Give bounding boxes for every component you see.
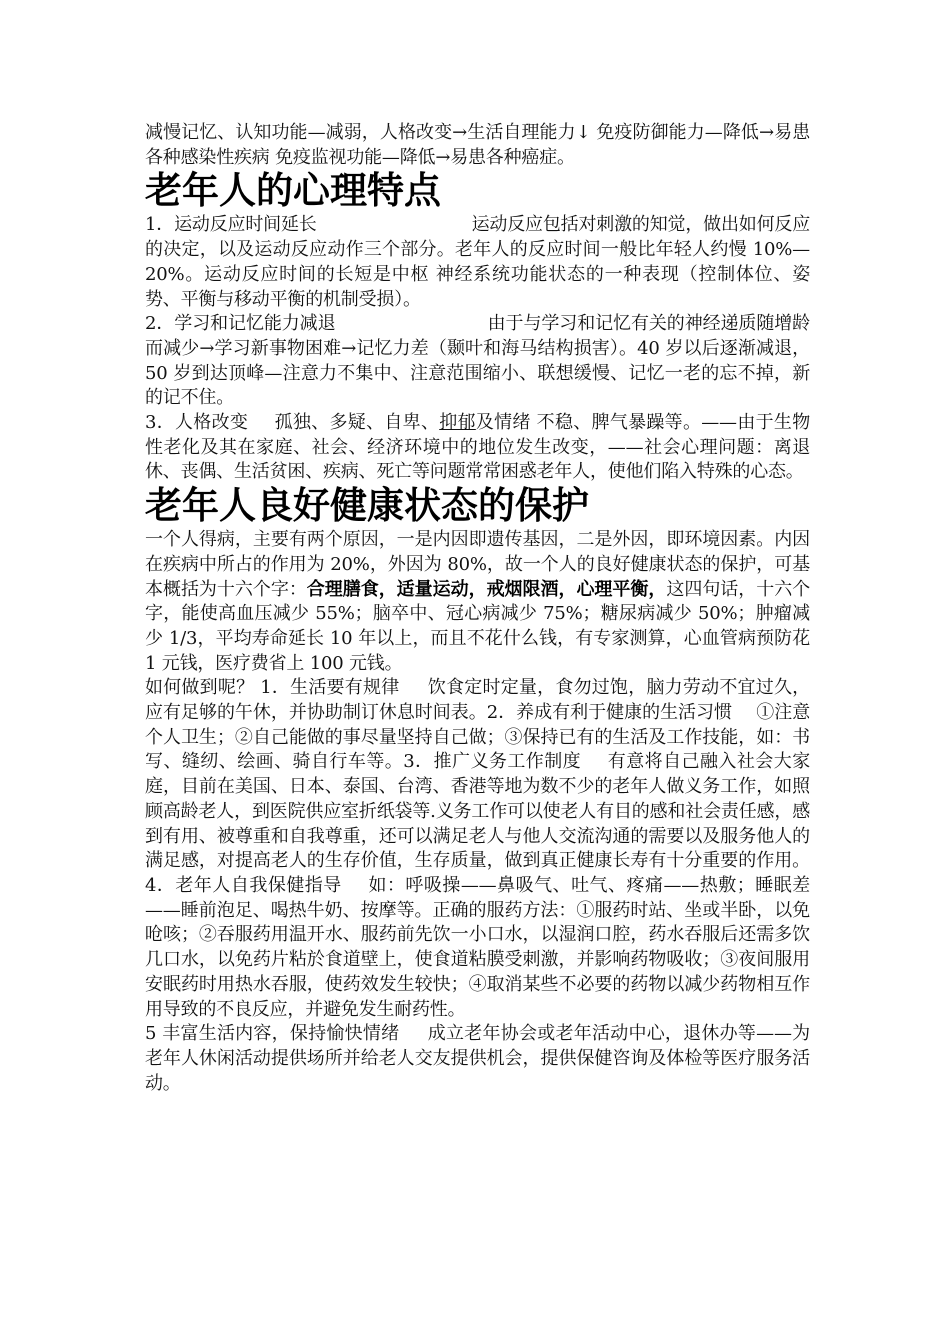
health-paragraph-2-b: 饮食定时定量，食勿过饱，脑力劳动不宜过久，应有足够的午休，并协助制订休息时间表。2．养成有利于健康的生活习惯	[145, 677, 810, 724]
health-paragraph-2-d: 有意将自己融入社会大家庭，目前在美国、日本、泰国、台湾、香港等地为数不少的老年人做义务工作，如照顾高龄老人，到医院供应室折纸袋等.义务工作可以使老人有目的感和社会责任感，感到有用、被尊重和自我尊重，还可以满足老人与他人交流沟通的需要以及服务他人的满足感，对提高老人的生存价值，生存质量，做到真正健康长寿有十分重要的作用。4．老年人自我保健指导	[145, 751, 810, 896]
psych-item-3-title: 3．人格改变	[145, 412, 249, 434]
health-paragraph-2-c: ①注意个人卫生；②自己能做的事尽量坚持自己做；③保持已有的生活及工作技能，如：书写、缝纫、绘画、骑自行车等。3．推广义务工作制度	[145, 702, 810, 773]
psych-item-3-body-a: 孤独、多疑、自卑、	[274, 412, 440, 434]
health-paragraph-3-body: 成立老年协会或老年活动中心，退休办等——为老年人休闲活动提供场所并给老人交友提供机会，提供保健咨询及体检等医疗服务活动。	[145, 1023, 810, 1094]
health-paragraph-3	[145, 1022, 810, 1096]
document-page	[145, 121, 810, 1096]
health-paragraph-2-a: 如何做到呢？ 1．生活要有规律	[145, 677, 400, 699]
intro-paragraph: 减慢记忆、认知功能—减弱，人格改变→生活自理能力↓ 免疫防御能力—降低→易患各种感染性疾病 免疫监视功能—降低→易患各种癌症。	[145, 122, 810, 168]
section-heading-psychology: 老年人的心理特点	[145, 169, 441, 213]
psych-item-1-body: 运动反应包括对刺激的知觉，做出如何反应的决定，以及运动反应动作三个部分。老年人的反应时间一般比年轻人约慢 10%—20%。运动反应时间的长短是中枢 神经系统功能状态的一种表现（控制体位、姿势、平衡与移动平衡的机制受损）。	[145, 214, 811, 310]
psych-item-1	[145, 213, 810, 312]
psych-item-2-body: 由于与学习和记忆有关的神经递质随增龄而减少→学习新事物困难→记忆力差（颞叶和海马结构损害）。40 岁以后逐渐减退，50 岁到达顶峰—注意力不集中、注意范围缩小、联想缓慢、记忆一老的忘不掉，新的记不住。	[145, 313, 810, 409]
health-paragraph-1-a: 一个人得病，主要有两个原因，一是内因即遗传基因，二是外因，即环境因素。内因在疾病中所占的作用为 20%，外因为 80%，故一个人的良好健康状态的保护，可基本概括为十六个字：	[145, 529, 810, 600]
health-sixteen-words: 合理膳食，适量运动，戒烟限酒，心理平衡，	[306, 578, 667, 600]
health-paragraph-1-b: 这四句话，十六个字，能使高血压减少 55%；脑卒中、冠心病减少 75%；糖尿病减少 50%；肿瘤减少 1/3，平均寿命延长 10 年以上，而且不花什么钱，有专家测算，心血管病预防花 1 元钱，医疗费省上 100 元钱。	[145, 578, 811, 674]
health-paragraph-2-e: 如：呼吸操——鼻吸气、吐气、疼痛——热敷；睡眠差——睡前泡足、喝热牛奶、按摩等。正确的服药方法：①服药时站、坐或半卧，以免呛咳；②吞服药用温开水、服药前先饮一小口水，以湿润口腔，药水吞服后还需多饮几口水，以免药片粘於食道壁上，使食道粘膜受刺激，并影响药物吸收；③夜间服用安眠药时用热水吞服，使药效发生较快；④取消某些不必要的药物以减少药物相互作用导致的不良反应，并避免发生耐药性。	[145, 874, 810, 1020]
psych-item-2-title: 2．学习和记忆能力减退	[145, 313, 336, 335]
health-paragraph-1	[145, 528, 810, 676]
psych-item-1-title: 1．运动反应时间延长	[145, 214, 317, 236]
health-paragraph-2	[145, 676, 810, 1022]
psych-item-3	[145, 411, 810, 485]
psych-item-3-underlined: 抑郁	[439, 412, 476, 434]
psych-item-3-body-b: 及情绪 不稳、脾气暴躁等。——由于生物性老化及其在家庭、社会、经济环境中的地位发生改变，——社会心理问题：离退休、丧偶、生活贫困、疾病、死亡等问题常常困惑老年人，使他们陷入特殊的心态。	[145, 412, 810, 483]
health-paragraph-3-title: 5 丰富生活内容，保持愉快情绪	[145, 1023, 400, 1045]
psych-item-2	[145, 312, 810, 411]
section-heading-health: 老年人良好健康状态的保护	[145, 484, 589, 528]
